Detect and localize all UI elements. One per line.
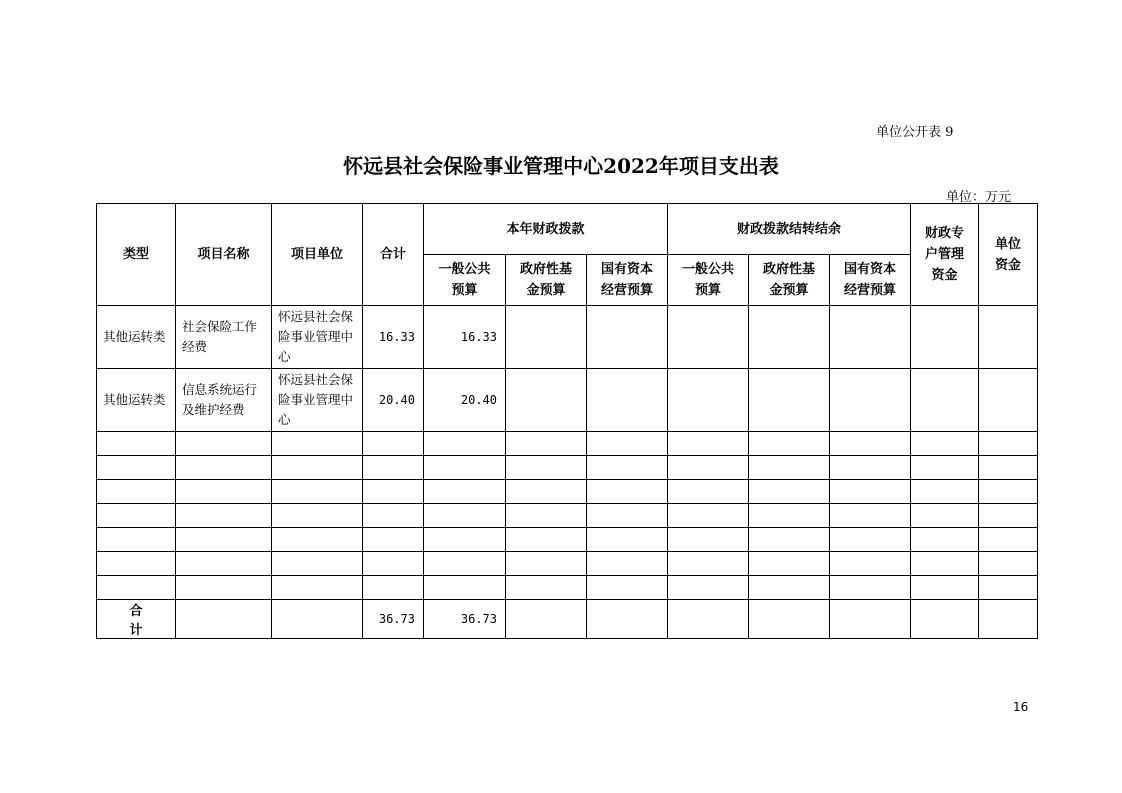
page-title: 怀远县社会保险事业管理中心2022年项目支出表 bbox=[343, 154, 779, 178]
row-total: 16.33 bbox=[363, 306, 424, 369]
page-number: 16 bbox=[1013, 700, 1029, 714]
header-total: 合计 bbox=[363, 204, 424, 306]
table-row bbox=[97, 369, 1038, 432]
header-project-unit: 项目单位 bbox=[272, 204, 363, 306]
row-total: 20.40 bbox=[363, 369, 424, 432]
header-current-year-group: 本年财政拨款 bbox=[424, 204, 668, 255]
header-special-account: 财政专户管理资金 bbox=[911, 204, 979, 306]
row-project-unit: 怀远县社会保险事业管理中心 bbox=[272, 369, 363, 432]
totals-total: 36.73 bbox=[363, 600, 424, 639]
empty-row bbox=[97, 456, 1038, 480]
header-general-public: 一般公共预算 bbox=[424, 255, 506, 306]
header-gov-fund: 政府性基金预算 bbox=[506, 255, 587, 306]
header-carry-gov-fund: 政府性基金预算 bbox=[749, 255, 830, 306]
row-type: 其他运转类 bbox=[97, 369, 176, 432]
header-carryover-group: 财政拨款结转结余 bbox=[668, 204, 911, 255]
empty-row bbox=[97, 504, 1038, 528]
row-type: 其他运转类 bbox=[97, 306, 176, 369]
empty-row bbox=[97, 528, 1038, 552]
header-unit-funds: 单位资金 bbox=[979, 204, 1038, 306]
row-project-name: 信息系统运行及维护经费 bbox=[176, 369, 272, 432]
empty-row bbox=[97, 432, 1038, 456]
totals-label: 合计 bbox=[97, 600, 176, 639]
empty-row bbox=[97, 576, 1038, 600]
header-project-name: 项目名称 bbox=[176, 204, 272, 306]
totals-general-public: 36.73 bbox=[424, 600, 506, 639]
header-carry-general-public: 一般公共预算 bbox=[668, 255, 749, 306]
header-type: 类型 bbox=[97, 204, 176, 306]
row-project-name: 社会保险工作经费 bbox=[176, 306, 272, 369]
header-state-capital: 国有资本经营预算 bbox=[587, 255, 668, 306]
row-general-public: 20.40 bbox=[424, 369, 506, 432]
project-expenditure-table bbox=[96, 203, 1038, 639]
empty-row bbox=[97, 480, 1038, 504]
row-project-unit: 怀远县社会保险事业管理中心 bbox=[272, 306, 363, 369]
totals-row bbox=[97, 600, 1038, 639]
unit-label: 单位：万元 bbox=[946, 190, 1012, 205]
row-general-public: 16.33 bbox=[424, 306, 506, 369]
empty-row bbox=[97, 552, 1038, 576]
header-carry-state-capital: 国有资本经营预算 bbox=[830, 255, 911, 306]
table-row bbox=[97, 306, 1038, 369]
form-number: 单位公开表 9 bbox=[876, 125, 954, 140]
